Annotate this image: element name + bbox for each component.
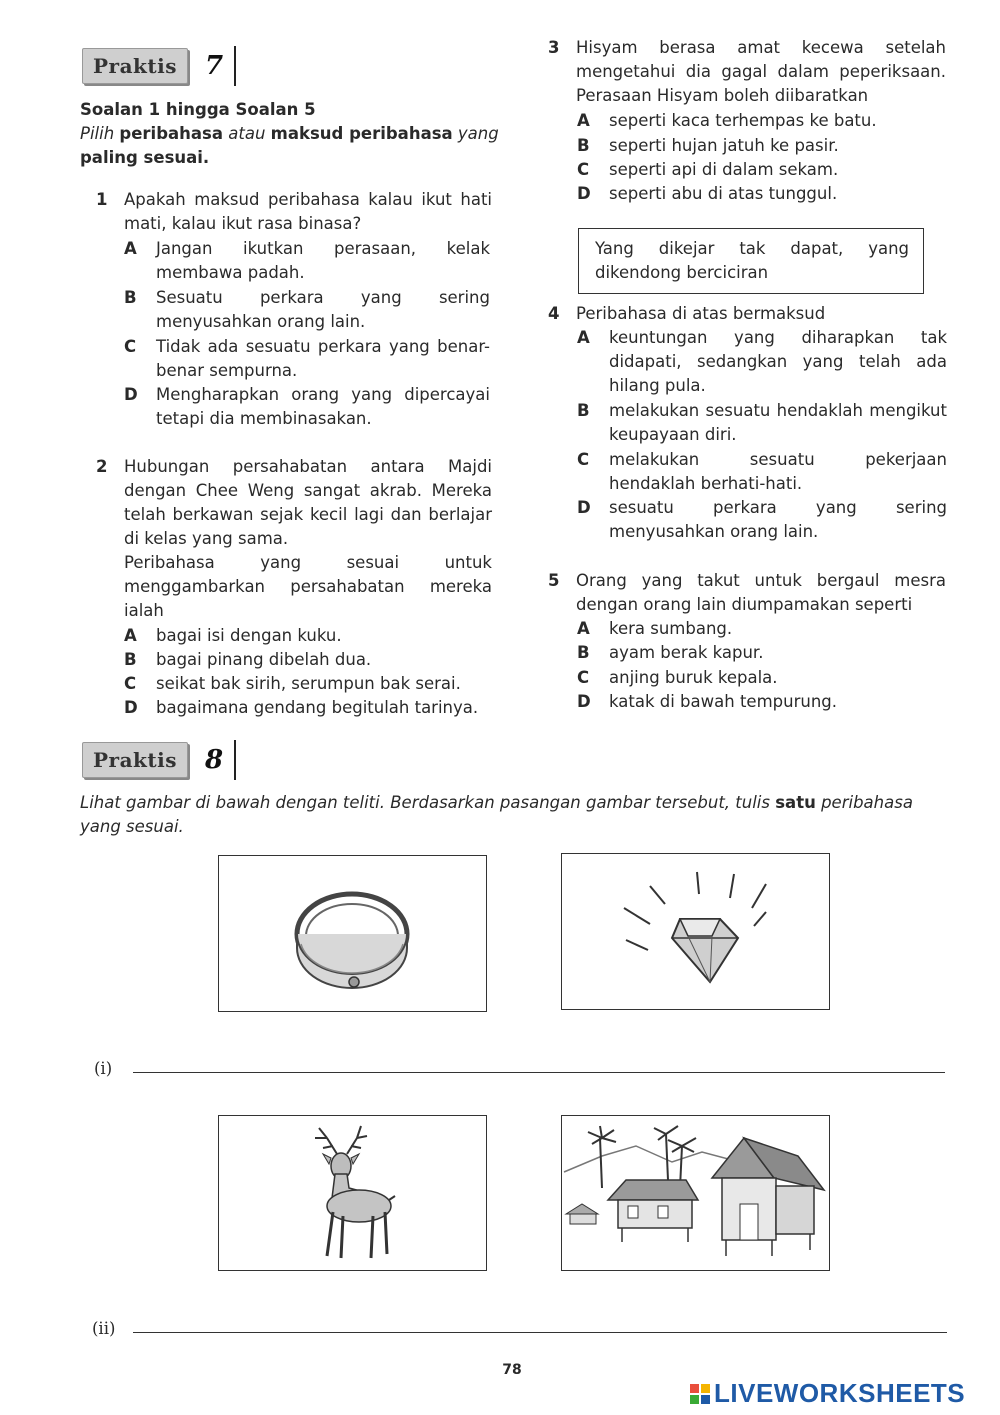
option-letter: A <box>124 626 137 645</box>
question-text: Peribahasa yang sesuai untuk menggambarkan persahabatan mereka ialah <box>124 553 492 620</box>
option-text: sesuatu perkara yang sering menyusahkan orang lain. <box>609 498 947 541</box>
brand-grid-icon <box>690 1384 710 1404</box>
practice-8-badge <box>82 740 236 780</box>
practice-badge-number: 7 <box>194 46 236 86</box>
option-1a[interactable] <box>124 237 490 285</box>
option-5c[interactable] <box>577 666 947 690</box>
question-4 <box>548 302 946 326</box>
option-text: Jangan ikutkan perasaan, kelak membawa padah. <box>156 239 490 282</box>
diamond-icon <box>562 854 829 1009</box>
instruction-part: maksud peribahasa <box>270 124 453 143</box>
option-text: ayam berak kapur. <box>609 643 764 662</box>
option-text: bagai isi dengan kuku. <box>156 626 342 645</box>
picture-ring <box>218 855 487 1012</box>
option-5b[interactable] <box>577 641 947 665</box>
brand-name: LIVEWORKSHEETS <box>714 1378 966 1408</box>
instruction-part: Lihat gambar di bawah dengan teliti. Berdasarkan pasangan gambar tersebut, tulis <box>80 793 770 812</box>
option-3b[interactable] <box>577 134 947 158</box>
question-text: Hubungan persahabatan antara Majdi dengan Chee Weng sangat akrab. Mereka telah berkawan sejak kecil lagi dan berlajar di kelas yang sama. <box>124 457 492 548</box>
question-number: 5 <box>548 571 560 590</box>
option-text: seperti api di dalam sekam. <box>609 160 839 179</box>
option-text: bagaimana gendang begitulah tarinya. <box>156 698 479 717</box>
option-letter: D <box>124 698 138 717</box>
answer-line-1[interactable] <box>133 1072 945 1073</box>
option-letter: D <box>577 184 591 203</box>
option-letter: A <box>577 328 590 347</box>
answer-line-2[interactable] <box>133 1332 947 1333</box>
option-5a[interactable] <box>577 617 947 641</box>
option-text: seperti hujan jatuh ke pasir. <box>609 136 839 155</box>
option-2c[interactable] <box>124 672 490 696</box>
option-text: melakukan sesuatu hendaklah mengikut keupayaan diri. <box>609 401 947 444</box>
option-letter: D <box>124 385 138 404</box>
question-2 <box>96 455 492 551</box>
question-3 <box>548 36 946 108</box>
picture-diamond <box>561 853 830 1010</box>
practice-badge-label: Praktis <box>82 48 188 84</box>
option-letter: A <box>124 239 137 258</box>
option-3c[interactable] <box>577 158 947 182</box>
option-text: Sesuatu perkara yang sering menyusahkan orang lain. <box>156 288 490 331</box>
question-number: 2 <box>96 457 108 476</box>
question-text: Apakah maksud peribahasa kalau ikut hati mati, kalau ikut rasa binasa? <box>124 190 492 233</box>
option-letter: C <box>577 160 590 179</box>
option-2b[interactable] <box>124 648 490 672</box>
option-3d[interactable] <box>577 182 947 206</box>
option-4a[interactable] <box>577 326 947 398</box>
brand-logo <box>690 1378 965 1409</box>
option-letter: B <box>577 643 590 662</box>
question-number: 3 <box>548 38 560 57</box>
option-text: Mengharapkan orang yang dipercayai tetapi dia membinasakan. <box>156 385 490 428</box>
question-number: 4 <box>548 304 560 323</box>
option-letter: C <box>577 450 590 469</box>
proverb-box: Yang dikejar tak dapat, yang dikendong berciciran <box>578 228 924 294</box>
option-1b[interactable] <box>124 286 490 334</box>
option-text: anjing buruk kepala. <box>609 668 778 687</box>
question-number: 1 <box>96 190 108 209</box>
answer-label-1: (i) <box>94 1059 113 1078</box>
option-1c[interactable] <box>124 335 490 383</box>
option-4d[interactable] <box>577 496 947 544</box>
option-text: keuntungan yang diharapkan tak didapati, sedangkan yang telah ada hilang pula. <box>609 328 947 395</box>
question-text: Hisyam berasa amat kecewa setelah mengetahui dia gagal dalam peperiksaan. Perasaan Hisyam boleh diibaratkan <box>576 38 946 105</box>
option-letter: B <box>124 288 137 307</box>
option-text: seperti kaca terhempas ke batu. <box>609 111 877 130</box>
option-letter: D <box>577 692 591 711</box>
option-letter: C <box>124 674 137 693</box>
section-heading: Soalan 1 hingga Soalan 5 <box>80 100 316 119</box>
option-2a[interactable] <box>124 624 490 648</box>
option-letter: C <box>124 337 137 356</box>
option-text: Tidak ada sesuatu perkara yang benar-benar sempurna. <box>156 337 490 380</box>
answer-label-2: (ii) <box>92 1319 116 1338</box>
option-text: seikat bak sirih, serumpun bak serai. <box>156 674 461 693</box>
option-1d[interactable] <box>124 383 490 431</box>
option-letter: B <box>577 401 590 420</box>
option-text: katak di bawah tempurung. <box>609 692 837 711</box>
practice-badge-label: Praktis <box>82 742 188 778</box>
option-letter: D <box>577 498 591 517</box>
page-number: 78 <box>502 1362 522 1378</box>
instruction-part: atau <box>228 124 266 143</box>
practice-7-badge <box>82 46 236 86</box>
option-letter: A <box>577 111 590 130</box>
option-letter: C <box>577 668 590 687</box>
picture-village <box>561 1115 830 1271</box>
question-1 <box>96 188 492 236</box>
question-text: Orang yang takut untuk bergaul mesra dengan orang lain diumpamakan seperti <box>576 571 946 614</box>
option-text: kera sumbang. <box>609 619 733 638</box>
instruction-part: yang <box>457 124 499 143</box>
practice-badge-number: 8 <box>194 740 236 780</box>
village-houses-icon <box>562 1116 829 1270</box>
option-5d[interactable] <box>577 690 947 714</box>
instruction-part: paling sesuai. <box>80 148 210 167</box>
option-letter: B <box>124 650 137 669</box>
option-text: bagai pinang dibelah dua. <box>156 650 372 669</box>
instruction-part: satu <box>775 793 816 812</box>
option-text: seperti abu di atas tunggul. <box>609 184 838 203</box>
instruction-part: peribahasa <box>119 124 223 143</box>
option-letter: B <box>577 136 590 155</box>
question-2-stem <box>96 551 492 623</box>
ring-icon <box>219 856 486 1011</box>
option-4b[interactable] <box>577 399 947 447</box>
instruction-part: peribahasa yang sesuai. <box>80 793 913 836</box>
option-4c[interactable] <box>577 448 947 496</box>
option-2d[interactable] <box>124 696 490 720</box>
option-letter: A <box>577 619 590 638</box>
option-3a[interactable] <box>577 109 947 133</box>
deer-icon <box>219 1116 486 1270</box>
question-text: Peribahasa di atas bermaksud <box>576 304 826 323</box>
instruction-part: Pilih <box>80 124 115 143</box>
option-text: melakukan sesuatu pekerjaan hendaklah berhati-hati. <box>609 450 947 493</box>
instruction <box>80 122 500 170</box>
picture-deer <box>218 1115 487 1271</box>
practice-8-instruction <box>80 791 950 839</box>
question-5 <box>548 569 946 617</box>
